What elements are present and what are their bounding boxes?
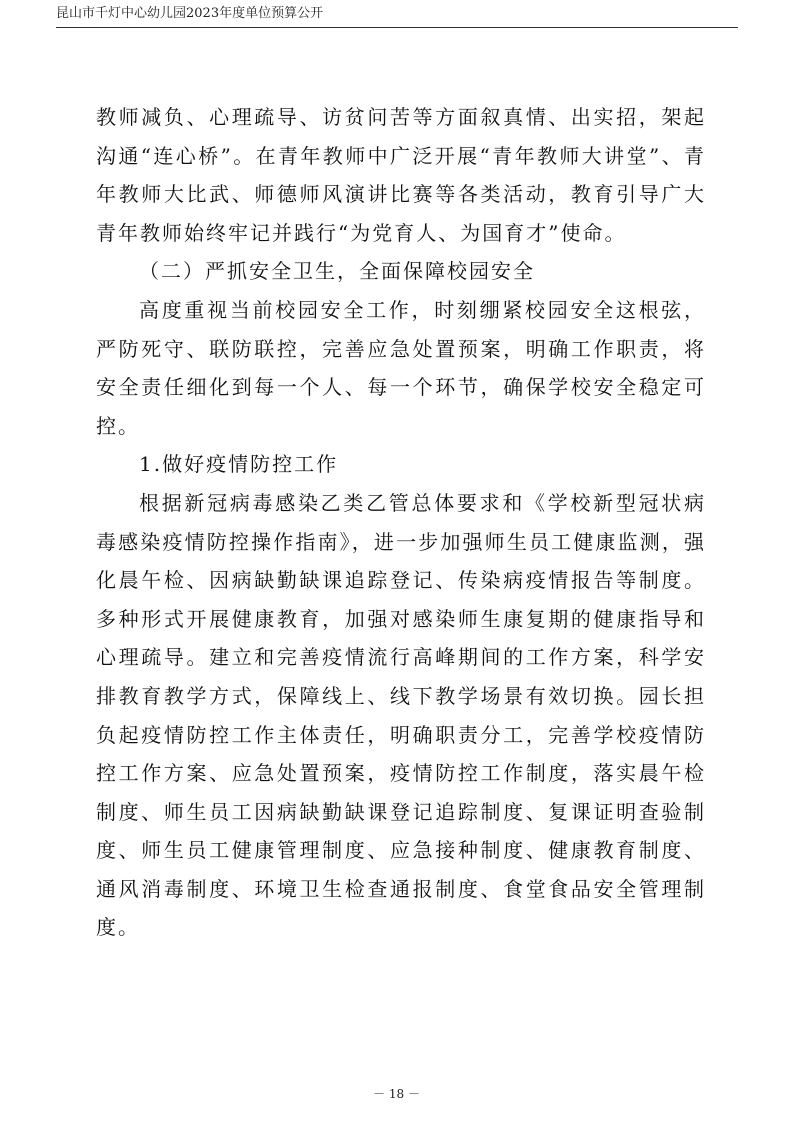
paragraph: 高度重视当前校园安全工作，时刻绷紧校园安全这根弦，严防死守、联防联控，完善应急处置预案，明确工作职责，将安全责任细化到每一个人、每一个环节，确保学校安全稳定可控。 <box>96 297 706 438</box>
header-divider <box>56 27 738 28</box>
paragraph-continued: 教师减负、心理疏导、访贫问苦等方面叙真情、出实招，架起沟通“连心桥”。在青年教师中广泛开展“青年教师大讲堂”、青年教师大比武、师德师风演讲比赛等各类活动，教育引导广大青年教师始终牢记并践行“为党育人、为国育才”使命。 <box>96 105 706 245</box>
section-heading: （二）严抓安全卫生，全面保障校园安全 <box>139 259 535 284</box>
document-body <box>96 98 706 947</box>
subsection-heading: 1.做好疫情防控工作 <box>139 452 339 477</box>
paragraph: 根据新冠病毒感染乙类乙管总体要求和《学校新型冠状病毒感染疫情防控操作指南》，进一步加强师生员工健康监测，强化晨午检、因病缺勤缺课追踪登记、传染病疫情报告等制度。多种形式开展健康教育，加强对感染师生康复期的健康指导和心理疏导。建立和完善疫情流行高峰期间的工作方案，科学安排教育教学方式，保障线上、线下教学场景有效切换。园长担负起疫情防控工作主体责任，明确职责分工，完善学校疫情防控工作方案、应急处置预案，疫情防控工作制度，落实晨午检制度、师生员工因病缺勤缺课登记追踪制度、复课证明查验制度、师生员工健康管理制度、应急接种制度、健康教育制度、通风消毒制度、环境卫生检查通报制度、食堂食品安全管理制度。 <box>96 490 706 940</box>
page-number: － 18 － <box>373 1087 420 1101</box>
running-header: 昆山市千灯中心幼儿园2023年度单位预算公开 <box>56 6 324 21</box>
